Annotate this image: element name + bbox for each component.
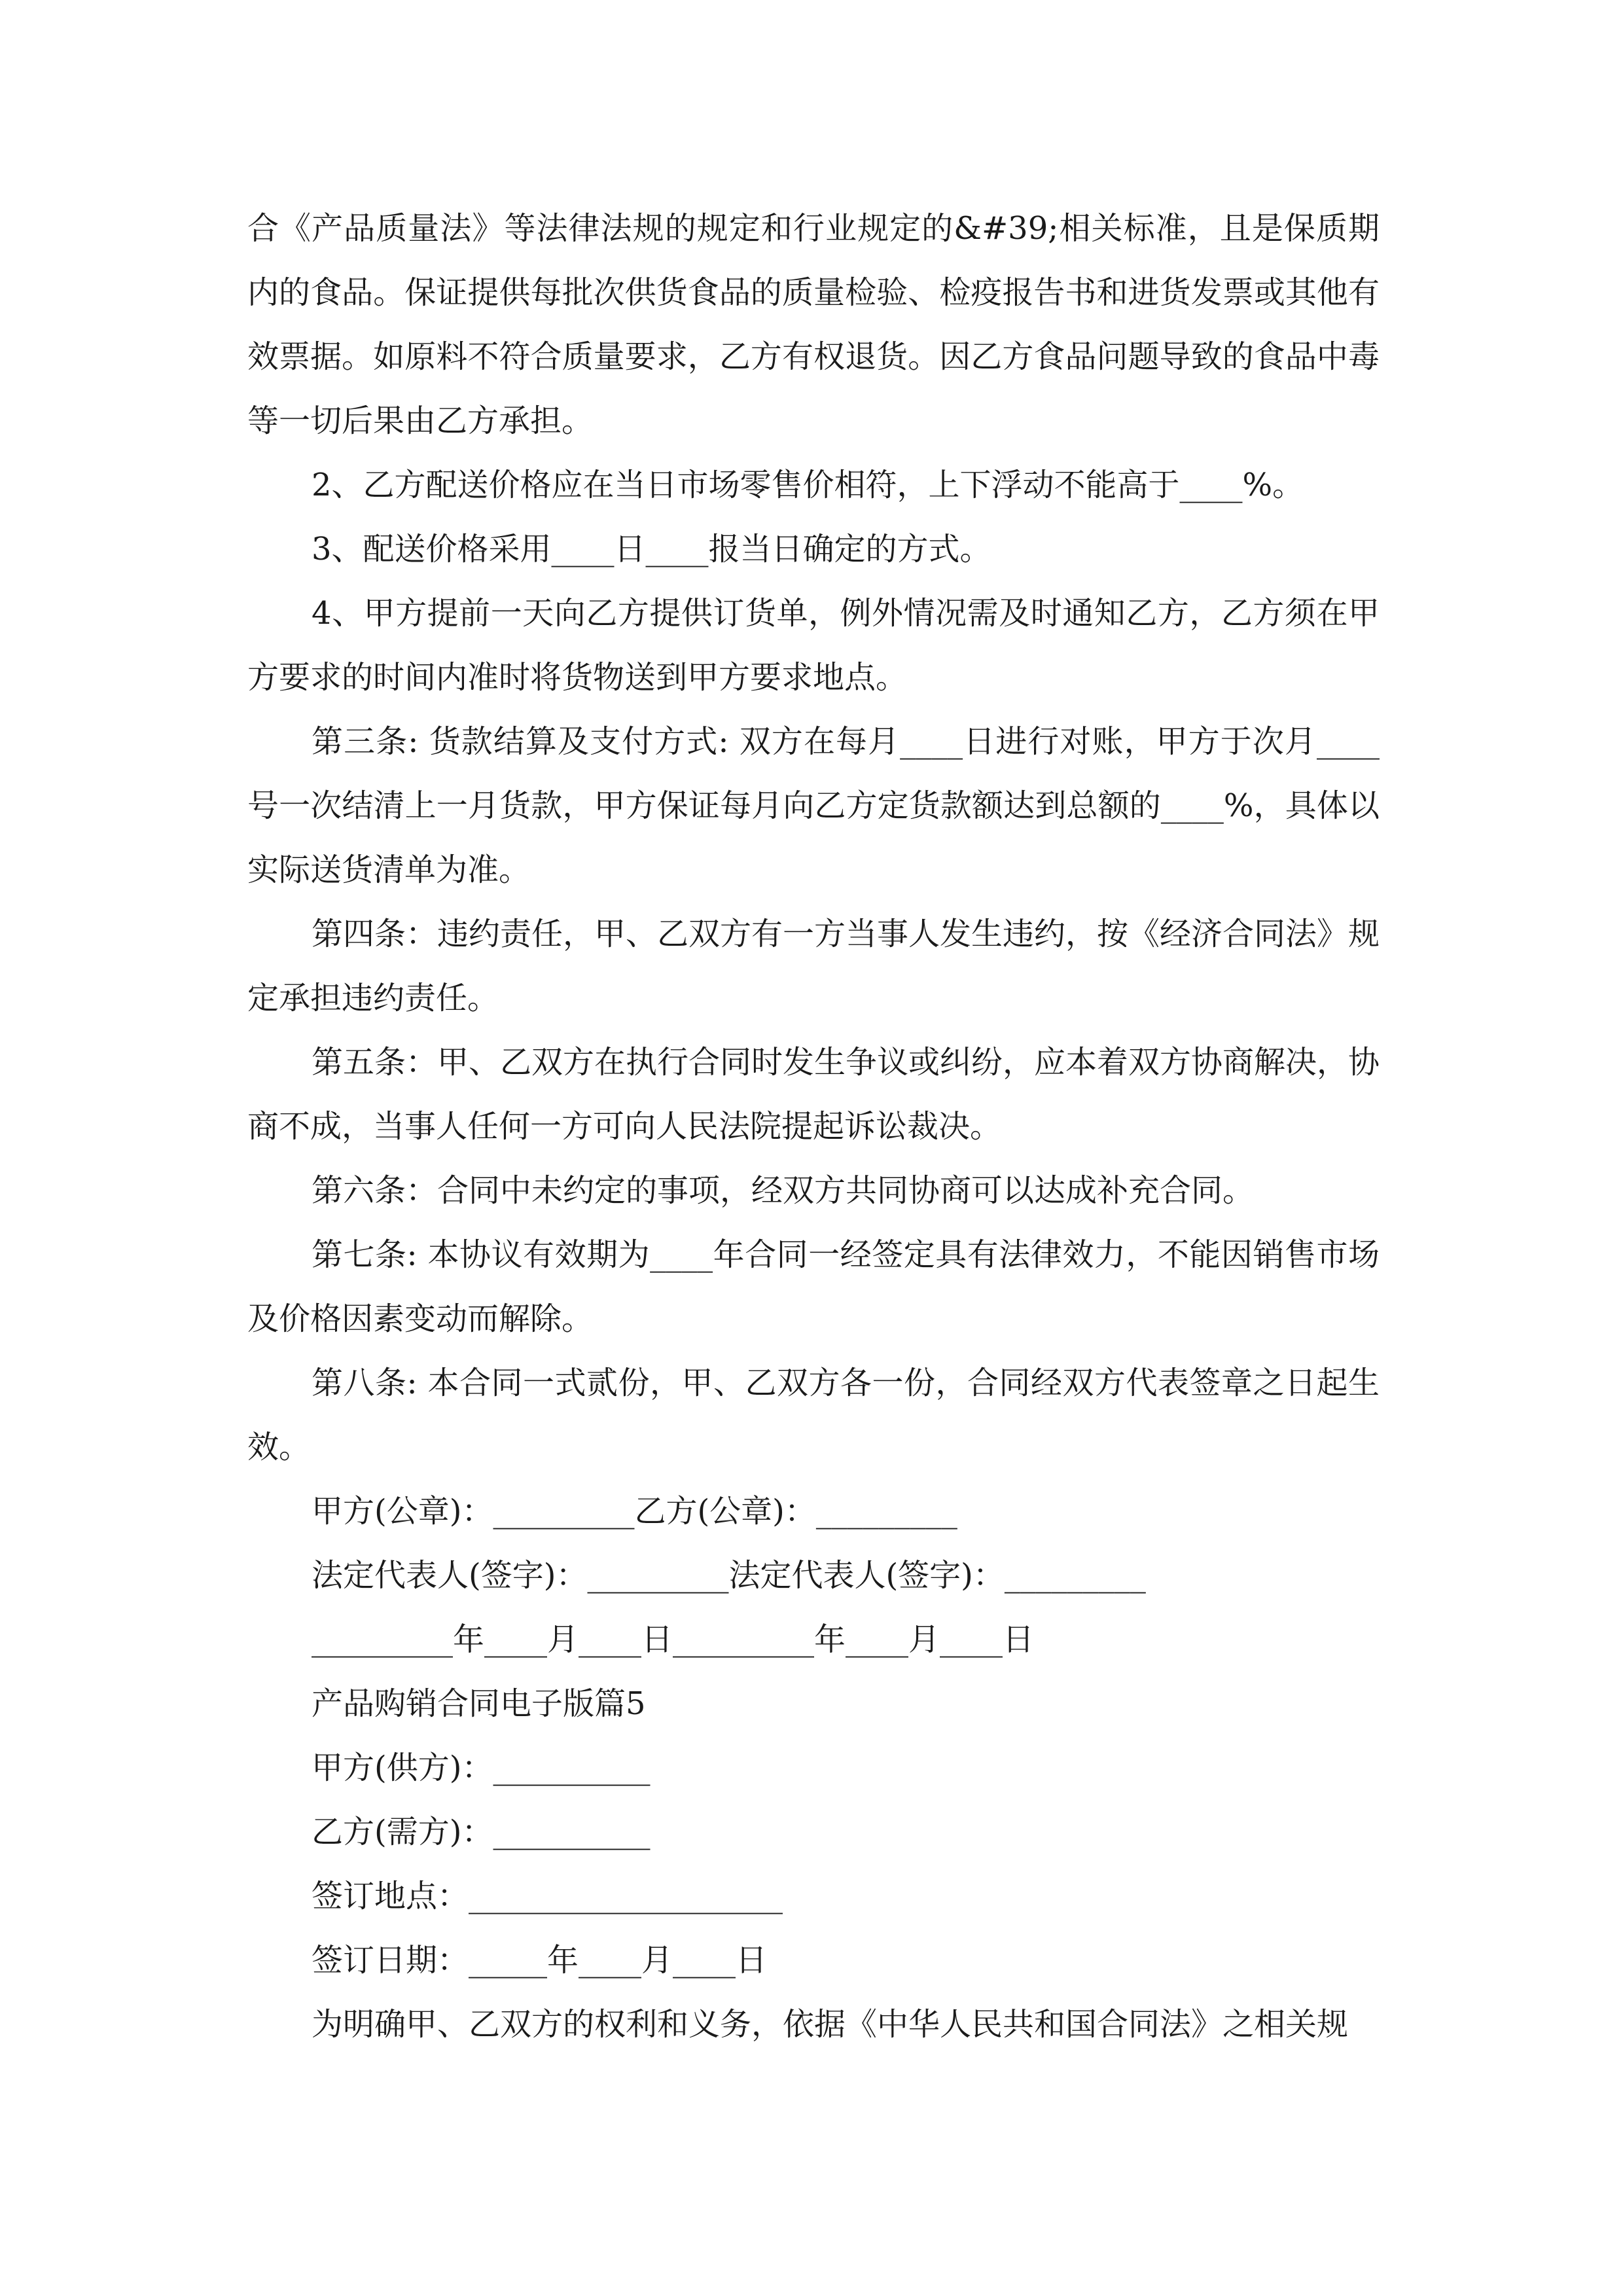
paragraph-article-7: 第七条: 本协议有效期为____年合同一经签定具有法律效力，不能因销售市场及价格因素变动而解除。 [247,1236,1380,1337]
paragraph-article-4: 第四条：违约责任，甲、乙双方有一方当事人发生违约，按《经济合同法》规定承担违约责任。 [247,916,1380,1016]
party-b-line: 乙方(需方)：__________ [312,1814,651,1850]
section-heading: 产品购销合同电子版篇5 [312,1685,646,1722]
paragraph-item-2: 2、乙方配送价格应在当日市场零售价相符，上下浮动不能高于____%。 [312,467,1304,503]
document-body [247,196,1380,2056]
paragraph-article-3: 第三条: 货款结算及支付方式: 双方在每月____日进行对账，甲方于次月____号一次结清上一月货款，甲方保证每月向乙方定货款额达到总额的____%，具体以实际送货清单为准。 [247,723,1380,888]
paragraph-preamble: 为明确甲、乙双方的权利和义务，依据《中华人民共和国合同法》之相关规 [312,2006,1349,2043]
signature-date-line: _________年____月____日_________年____月____日 [312,1621,1035,1658]
signature-seal-line: 甲方(公章)：_________乙方(公章)：_________ [312,1493,957,1530]
paragraph-article-8: 第八条: 本合同一式贰份，甲、乙双方各一份，合同经双方代表签章之日起生效。 [247,1365,1380,1465]
party-a-line: 甲方(供方)：__________ [312,1749,651,1786]
paragraph-article-5: 第五条：甲、乙双方在执行合同时发生争议或纠纷，应本着双方协商解决，协商不成，当事人任何一方可向人民法院提起诉讼裁决。 [247,1044,1380,1145]
signature-representative-line: 法定代表人(签字)：_________法定代表人(签字)：_________ [312,1557,1146,1594]
paragraph-item-4: 4、甲方提前一天向乙方提供订货单，例外情况需及时通知乙方，乙方须在甲方要求的时间内准时将货物送到甲方要求地点。 [247,595,1380,696]
paragraph-item-3: 3、配送价格采用____日____报当日确定的方式。 [312,531,991,567]
paragraph-article-6: 第六条：合同中未约定的事项，经双方共同协商可以达成补充合同。 [312,1172,1255,1209]
signing-date-line: 签订日期：_____年____月____日 [312,1942,768,1979]
paragraph-quality-clause: 合《产品质量法》等法律法规的规定和行业规定的&#39;相关标准，且是保质期内的食品。保证提供每批次供货食品的质量检验、检疫报告书和进货发票或其他有效票据。如原料不符合质量要求，乙方有权退货。因乙方食品问题导致的食品中毒等一切后果由乙方承担。 [247,210,1380,439]
signing-place-line: 签订地点：____________________ [312,1878,783,1914]
